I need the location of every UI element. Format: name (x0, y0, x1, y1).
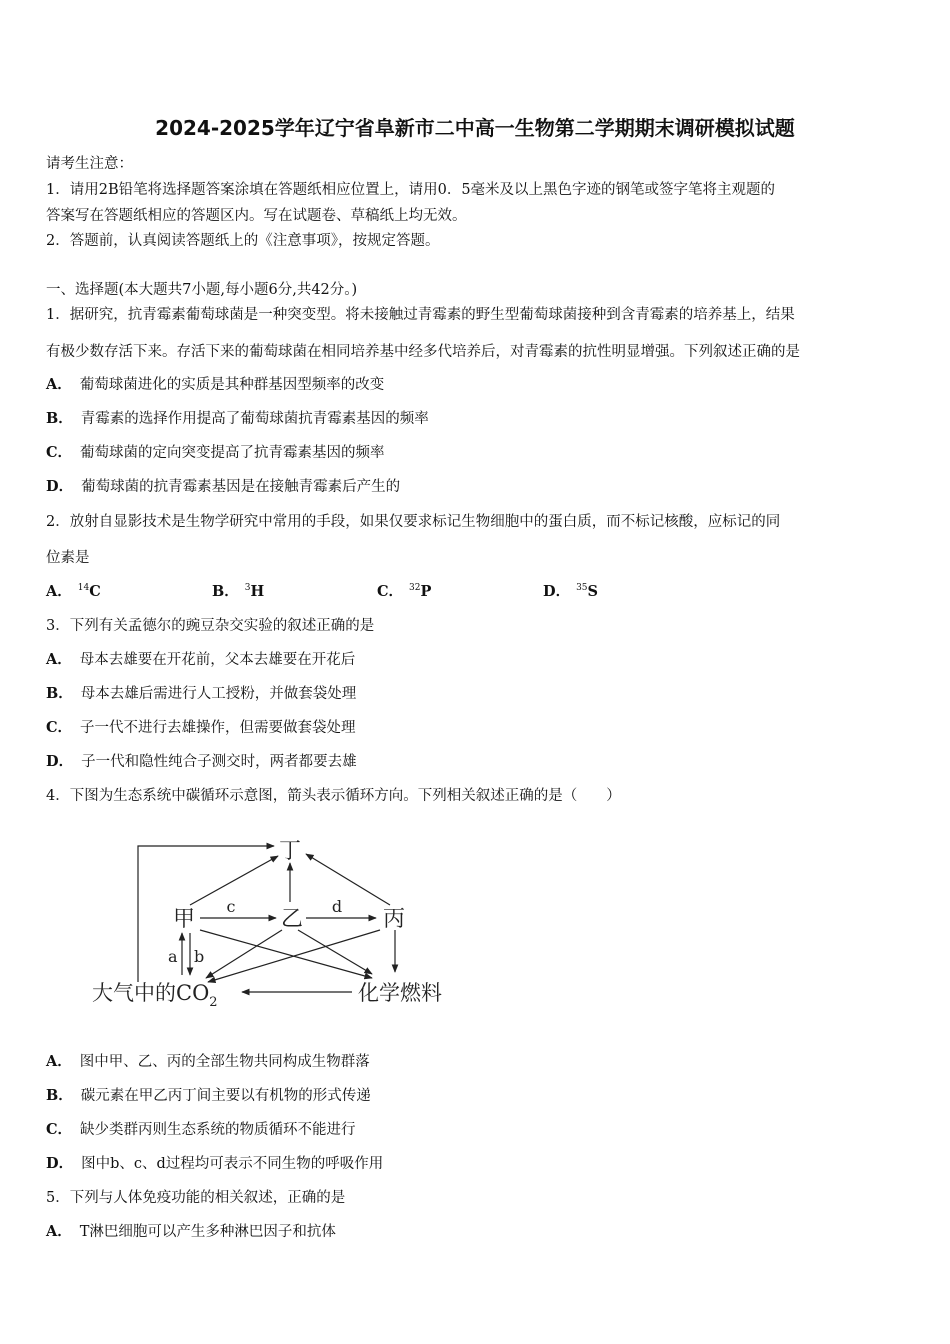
option-text: 母本去雄后需进行人工授粉，并做套袋处理 (80, 686, 357, 702)
q5-stem: 5．下列与人体免疫功能的相关叙述，正确的是 (46, 1190, 346, 1206)
q2-option-c[interactable] (377, 580, 437, 601)
q2-stem-a: 2．放射自显影技术是生物学研究中常用的手段，如果仅要求标记生物细胞中的蛋白质，而不标记核酸，应标记的同 (46, 514, 781, 530)
element-symbol: C (89, 583, 101, 600)
option-label: C． (46, 1121, 73, 1138)
q4-option-a[interactable] (46, 1050, 370, 1071)
option-label: C． (377, 583, 404, 600)
option-label: D． (46, 1155, 74, 1172)
label-d: d (331, 897, 343, 916)
arrow-co2-to-ding (138, 846, 274, 982)
option-text: 碳元素在甲乙丙丁间主要以有机物的形式传递 (80, 1088, 371, 1104)
notice-item-1a: 1．请用2B铅笔将选择题答案涂填在答题纸相应位置上，请用0．5毫米及以上黑色字迹的钢笔或签字笔将主观题的 (46, 182, 776, 198)
q1-stem-b: 有极少数存活下来。存活下来的葡萄球菌在相同培养基中经多代培养后，对青霉素的抗性明显增强。下列叙述正确的是 (46, 344, 800, 360)
option-label: B． (46, 685, 73, 702)
option-text: 葡萄球菌进化的实质是其种群基因型频率的改变 (79, 377, 385, 393)
mass-number: 14 (77, 583, 90, 593)
option-text: 子一代和隐性纯合子测交时，两者都要去雄 (81, 754, 357, 770)
section-heading: 一、选择题(本大题共7小题,每小题6分,共42分。) (46, 282, 358, 298)
q5-option-a[interactable] (46, 1220, 336, 1241)
co2-subscript: 2 (209, 995, 218, 1010)
option-text: 缺少类群丙则生态系统的物质循环不能进行 (80, 1122, 356, 1138)
label-c: c (226, 897, 236, 916)
option-text: 青霉素的选择作用提高了葡萄球菌抗青霉素基因的频率 (80, 411, 429, 427)
option-text: T淋巴细胞可以产生多种淋巴因子和抗体 (79, 1224, 336, 1240)
arrow-jia-to-fuel (200, 930, 372, 978)
option-label: B． (212, 583, 239, 600)
node-bing: 丙 (382, 907, 406, 932)
label-a: a (168, 947, 178, 966)
q2-option-a[interactable] (46, 580, 107, 601)
mass-number: 3 (244, 583, 251, 593)
option-text: 葡萄球菌的定向突变提高了抗青霉素基因的频率 (80, 445, 385, 461)
option-label: A． (46, 583, 72, 600)
notice-heading: 请考生注意： (46, 156, 133, 172)
node-yi: 乙 (280, 907, 304, 932)
option-label: D． (46, 478, 74, 495)
option-label: A． (46, 376, 72, 393)
mass-number: 32 (409, 583, 421, 593)
q3-stem: 3．下列有关孟德尔的豌豆杂交实验的叙述正确的是 (46, 618, 375, 634)
node-co2 (92, 981, 218, 1010)
element-symbol: P (420, 583, 432, 600)
option-text: 子一代不进行去雄操作，但需要做套袋处理 (80, 720, 356, 736)
option-label: B． (46, 1087, 73, 1104)
q3-option-d[interactable] (46, 750, 357, 771)
option-label: B． (46, 410, 73, 427)
q4-option-b[interactable] (46, 1084, 371, 1105)
option-text: 图中甲、乙、丙的全部生物共同构成生物群落 (79, 1054, 370, 1070)
carbon-cycle-diagram (90, 830, 470, 1020)
option-label: C． (46, 444, 73, 461)
q3-option-a[interactable] (46, 648, 355, 669)
option-label: D． (543, 583, 571, 600)
mass-number: 35 (576, 583, 588, 593)
element-symbol: H (250, 583, 265, 600)
q1-option-d[interactable] (46, 475, 400, 496)
q1-option-a[interactable] (46, 373, 384, 394)
arrow-bing-to-ding (306, 854, 390, 905)
q1-option-c[interactable] (46, 441, 385, 462)
arrow-bing-to-co2 (208, 930, 380, 982)
option-label: A． (46, 651, 72, 668)
q2-option-b[interactable] (212, 580, 270, 601)
element-symbol: S (587, 583, 599, 600)
q3-option-b[interactable] (46, 682, 356, 703)
q4-option-d[interactable] (46, 1152, 383, 1173)
option-label: A． (46, 1053, 72, 1070)
notice-item-1b: 答案写在答题纸相应的答题区内。写在试题卷、草稿纸上均无效。 (46, 208, 467, 224)
option-text: 母本去雄要在开花前，父本去雄要在开花后 (79, 652, 356, 668)
q4-option-c[interactable] (46, 1118, 356, 1139)
q2-stem-b: 位素是 (46, 550, 90, 566)
q4-stem: 4．下图为生态系统中碳循环示意图，箭头表示循环方向。下列相关叙述正确的是（ ） (46, 788, 621, 804)
node-fuel: 化学燃料 (358, 981, 442, 1005)
node-ding: 丁 (278, 839, 302, 864)
q1-stem-a: 1．据研究，抗青霉素葡萄球菌是一种突变型。将未接触过青霉素的野生型葡萄球菌接种到含青霉素的培养基上，结果 (46, 307, 795, 323)
option-text: 葡萄球菌的抗青霉素基因是在接触青霉素后产生的 (81, 479, 401, 495)
option-label: D． (46, 753, 74, 770)
option-label: C． (46, 719, 73, 736)
co2-text: 大气中的CO (92, 981, 210, 1005)
q3-option-c[interactable] (46, 716, 356, 737)
notice-item-2: 2．答题前，认真阅读答题纸上的《注意事项》，按规定答题。 (46, 233, 440, 249)
option-text: 图中b、c、d过程均可表示不同生物的呼吸作用 (81, 1156, 384, 1172)
q1-option-b[interactable] (46, 407, 429, 428)
node-jia: 甲 (172, 907, 196, 932)
q2-option-d[interactable] (543, 580, 604, 601)
option-label: A． (46, 1223, 72, 1240)
page-title: 2024-2025学年辽宁省阜新市二中高一生物第二学期期末调研模拟试题 (155, 116, 795, 140)
label-b: b (194, 947, 205, 966)
